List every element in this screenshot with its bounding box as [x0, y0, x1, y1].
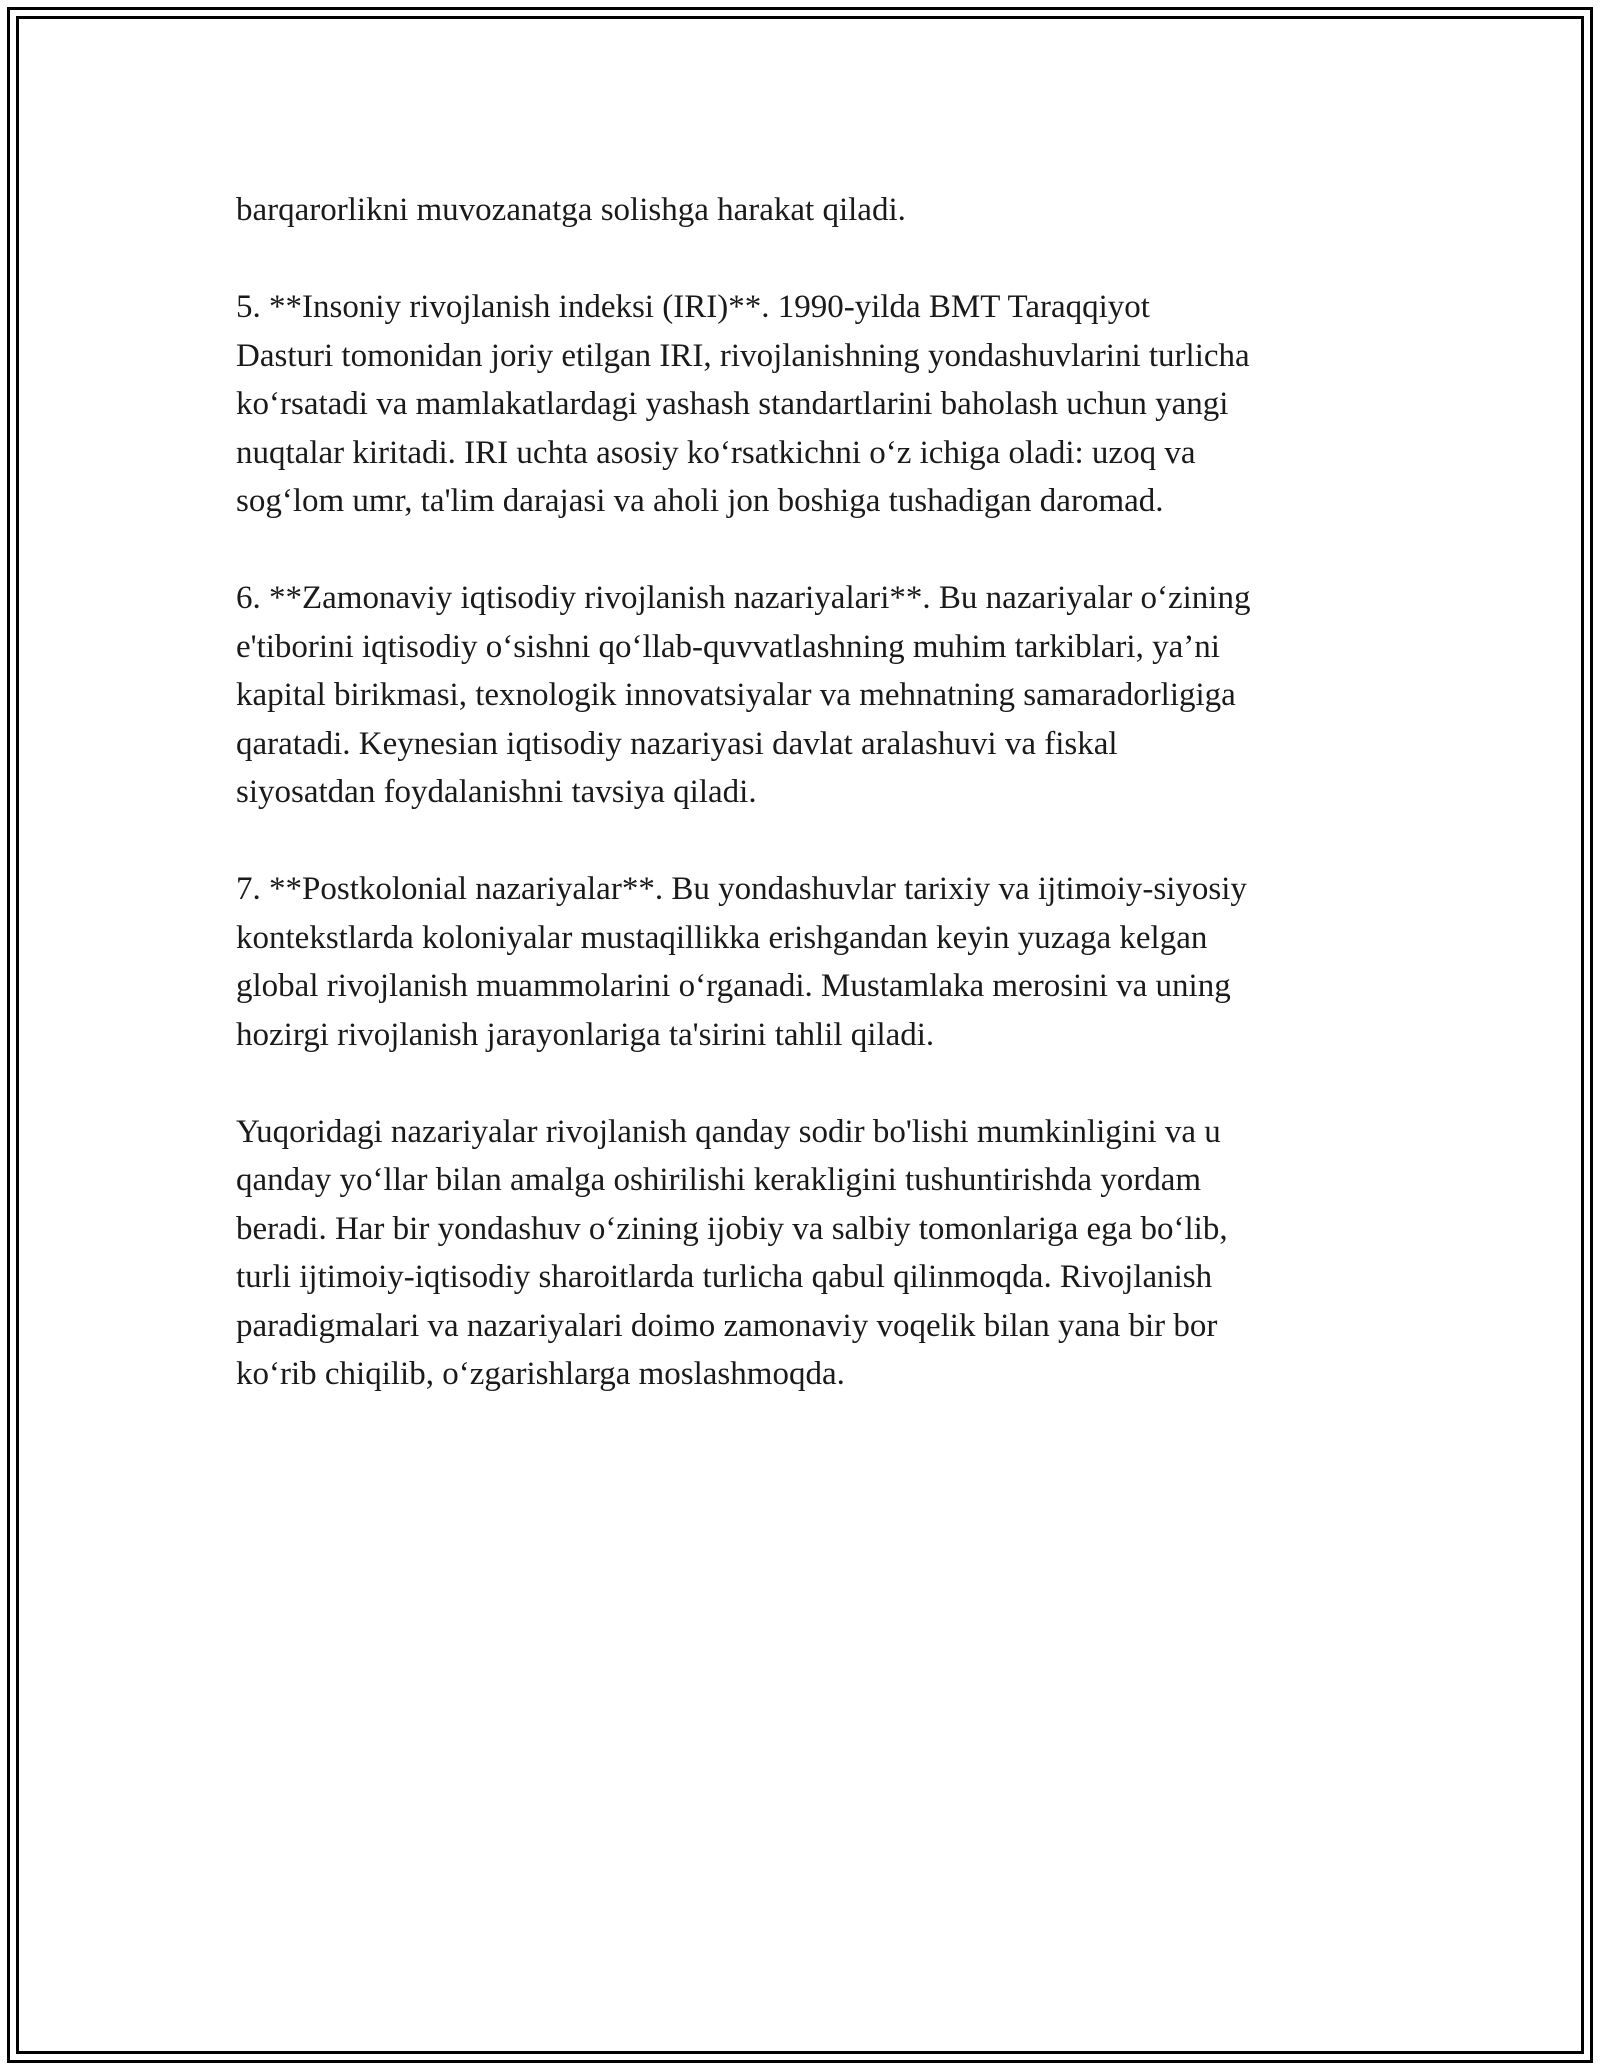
paragraph-conclusion: Yuqoridagi nazariyalar rivojlanish qanday sodir bo'lishi mumkinligini va u qanday yoʻllar bilan amalga oshirilishi kerakligini tushuntirishda yordam beradi. Har bir yondashuv oʻzining ijobiy va salbiy tomonlariga ega boʻlib, turli ijtimoiy-iqtisodiy sharoitlarda turlicha qabul qilinmoqda. Rivojlanish paradigmalari va nazariyalari doimo zamonaviy voqelik bilan yana bir bor koʻrib chiqilib, oʻzgarishlarga moslashmoqda.: [236, 1113, 1228, 1392]
paragraph-item-7: 7. **Postkolonial nazariyalar**. Bu yondashuvlar tarixiy va ijtimoiy-siyosiy kontekstlarda koloniyalar mustaqillikka erishgandan keyin yuzaga kelgan global rivojlanish muammolarini oʻrganadi. Mustamlaka merosini va uning hozirgi rivojlanish jarayonlariga ta'sirini tahlil qiladi.: [236, 871, 1247, 1053]
paragraph-item-5: 5. **Insoniy rivojlanish indeksi (IRI)**. 1990-yilda BMT Taraqqiyot Dasturi tomonidan joriy etilgan IRI, rivojlanishning yondashuvlarini turlicha koʻrsatadi va mamlakatlardagi yashash standartlarini baholash uchun yangi nuqtalar kiritadi. IRI uchta asosiy koʻrsatkichni oʻz ichiga oladi: uzoq va sogʻlom umr, ta'lim darajasi va aholi jon boshiga tushadigan daromad.: [236, 289, 1250, 519]
paragraph-continuation: barqarorlikni muvozanatga solishga harakat qiladi.: [236, 192, 906, 228]
document-body: [236, 186, 1376, 1447]
paragraph-item-6: 6. **Zamonaviy iqtisodiy rivojlanish nazariyalari**. Bu nazariyalar oʻzining e'tiborini iqtisodiy oʻsishni qoʻllab-quvvatlashning muhim tarkiblari, ya’ni kapital birikmasi, texnologik innovatsiyalar va mehnatning samaradorligiga qaratadi. Keynesian iqtisodiy nazariyasi davlat aralashuvi va fiskal siyosatdan foydalanishni tavsiya qiladi.: [236, 580, 1251, 810]
